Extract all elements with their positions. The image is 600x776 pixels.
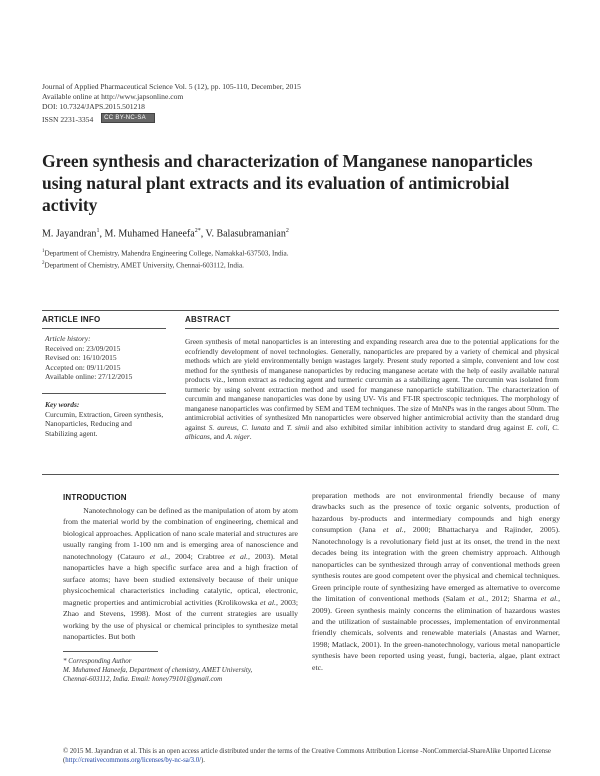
author-2: , M. Muhamed Haneefa [99,228,195,240]
cc-license-badge[interactable]: CC BY-NC-SA [101,113,155,123]
history-received: Received on: 23/09/2015 [45,343,121,353]
journal-doi: DOI: 10.7324/JAPS.2015.501218 [42,102,145,112]
author-3: , V. Balasubramanian [200,228,286,240]
license-footer: © 2015 M. Jayandran et al. This is an open access article distributed under the terms of the Creative Commons Attribution License -NonCommercial-ShareAlike Unported License (http://creativecommons.org/licenses/by-nc-sa/3.0/). [63,748,551,764]
journal-citation: Journal of Applied Pharmaceutical Science Vol. 5 (12), pp. 105-110, December, 2015 [42,82,301,91]
journal-header [42,82,301,125]
body-column-right: preparation methods are not environmental friendly because of many drawbacks such as the presence of toxic organic solvents, production of hazardous by-products and intermediary compounds and high energy consumption (Jana et al., 2000; Bhattacharya and Rajinder, 2005). Nanotechnology is a revolutionary field just at its onset, the trend in the next decades being its integration with the green chemistry approach. Although nanoparticles can be synthesized through array of conventional methods green synthesis routes are good competent over the physical and chemical techniques. Green principle route of synthesizing have emerged as alternative to overcome the limitation of conventional methods (Salam et al., 2012; Sharma et al., 2009). Green synthesis mainly concerns the elimination of hazardous wastes and the utilization of sustainable processes, implementation of environmental friendly chemicals, solvents and renewable materials (Anastas and Warner, 1998; Matlack, 2001). In the green-nanotechnology, various metal nanoparticle synthesis have been reported using yeast, fungi, bacteria, algae, plant extract etc. [312,491,561,672]
affiliation-2: $^2$Department of Chemistry, AMET University, Chennai-603112, India. [42,260,244,270]
journal-issn-line [42,113,301,125]
top-divider [42,310,559,311]
keywords-block [45,400,165,438]
body-column-left: Nanotechnology can be defined as the manipulation of atom by atom from the material world by the combination of engineering, chemical and biological approaches. Application of nano scale material and structures are usually ranging from 1-100 nm and is emerging area of nanoscience and nanotechnology (Catauro et al., 2004; Crabtree et al., 2003). Metal nanoparticles have a high specific surface area and a high fraction of surface atoms; have been studied extensively because of their unique physicochemical characteristics including catalytic, optical, electronic, magnetic properties and antimicrobial activities (Krolikowska et al., 2003; Zhao and Stevens, 1998). Most of the current strategies are usually working by the use of physical or chemical principles to synthesize metal nanoparticles. But both [63,506,299,641]
keywords-list: Curcumin, Extraction, Green synthesis, Nanoparticles, Reducing and Stabilizing agent. [45,409,164,438]
history-revised: Revised on: 16/10/2015 [45,353,117,363]
paper-title: Green synthesis and characterization of Manganese nanoparticles using natural plant extracts and its evaluation of antimicrobial activity [42,151,533,215]
article-info-divider [42,328,166,329]
history-label: Article history: [45,334,91,343]
history-accepted: Accepted on: 09/11/2015 [45,362,121,372]
author-1: M. Jayandran [42,228,97,240]
abstract-text: Green synthesis of metal nanoparticles is an interesting and expanding research area due to the potential applications for the ecofriendly development of novel technologies. Generally, nanoparticles are prepared by a variety of chemical and physical methods which are yield environmentally benign wastages largely. Present study reported a simple, convenient and low cost method for the synthesis of manganese nanoparticles by reducing manganese acetate with the help of easily available natural products viz., lemon extract as reducing agent and turmeric curcumin as a stabilizing agent. The curcumin was isolated from turmeric by using solvent extraction method and used for manganese nanoparticle stabilization. The characterization of curcumin and manganese nanoparticles was done by using UV- Vis and FT-IR spectroscopic techniques. The morphology of manganese nanoparticles was confirmed by SEM and TEM techniques. The size of MnNPs was in the ranges about 50nm. The antimicrobial activities of synthesized Mn nanoparticles were observed higher antimicrobial activity than the standard drug against S. aureus, C. lunata and T. simii and also exhibited similar inhibition activity to standard drug against E. coli, C. albicans, and A. niger. [185,337,560,442]
journal-issn: ISSN 2231-3354 [42,114,94,124]
article-history [45,334,169,382]
article-info-heading: ARTICLE INFO [42,315,101,324]
bottom-divider [42,474,559,475]
introduction-heading: INTRODUCTION [63,493,127,502]
abstract-heading: ABSTRACT [185,315,231,324]
article-info-box [42,315,166,324]
keywords-label: Key words: [45,400,80,409]
affiliation-1: $^1$Department of Chemistry, Mahendra Engineering College, Namakkal-637503, India. [42,249,289,258]
corresponding-author-footnote: * Corresponding Author M. Muhamed Haneefa, Department of chemistry, AMET University, Chennai-603112, India. Email: honey79101@gmail.com [63,657,253,684]
affiliations [42,247,289,271]
journal-online: Available online at http://www.japsonline.com [42,92,184,102]
keywords-divider [42,393,166,394]
footnote-divider [63,651,158,652]
author-list: M. Jayandran$^1$, M. Muhamed Haneefa$^{2*}$, V. Balasubramanian$^2$ [42,228,289,240]
abstract-divider [185,328,559,329]
license-link[interactable]: http://creativecommons.org/licenses/by-nc-sa/3.0/ [65,756,202,764]
history-online: Available online: 27/12/2015 [45,372,133,382]
